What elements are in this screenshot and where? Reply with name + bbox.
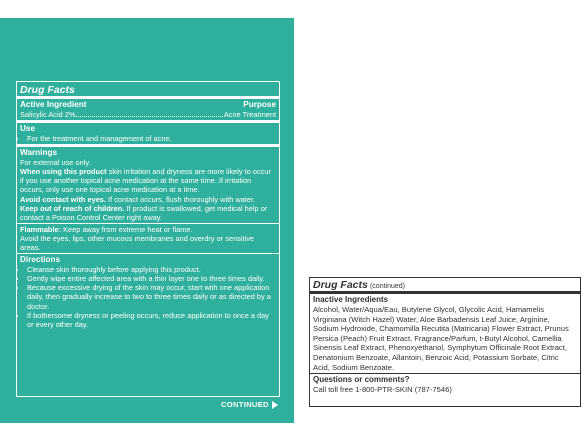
when-using-paragraph — [20, 167, 276, 194]
inactive-ingredients-section — [310, 291, 580, 373]
drug-facts-title: Drug Facts — [20, 84, 75, 96]
inactive-ingredients-text: Alcohol, Water/Aqua/Eau, Butylene Glycol, Glycolic Acid, Hamamelis Virginiana (Witch Hazel) Water, Aloe Barbadensis Leaf Juice, Arginine, Sodium Hydroxide, Chamomilla Recutita (Matricaria) Flower Extract, Prunus Persica (Peach) Fruit Extract, Fragrance/Parfum, t-Butyl Alcohol, Camellia Sinensis Leaf Extract, Phenoxyethanol, Symphytum Officinale Root Extract, Denatonium Benzoate, Allantoin, Benzoic Acid, Potassium Sorbate, Citric Acid, Sodium Benzoate. — [313, 305, 569, 372]
continued-label — [221, 400, 278, 409]
directions-item: • Cleanse skin thoroughly before applying this product. — [27, 265, 276, 274]
inactive-ingredients-header: Inactive Ingredients — [313, 295, 389, 304]
keep-out-paragraph — [20, 204, 276, 222]
keep-out-text: If product is swallowed, get medical help or contact a Poison Control Center right away. — [20, 203, 268, 222]
warnings-section — [17, 144, 279, 223]
avoid-contact-label: Avoid contact with eyes. — [20, 194, 106, 204]
questions-header: Questions or comments? — [313, 375, 410, 385]
continued-text: CONTINUED — [221, 400, 269, 409]
flammable-section — [17, 223, 279, 253]
active-ingredient-header: Active Ingredient — [20, 100, 87, 109]
directions-header: Directions — [20, 255, 61, 265]
ingredient-name: Salicylic Acid 2% — [20, 110, 76, 119]
use-section — [17, 120, 279, 144]
when-using-text: skin irritation and dryness are more likely to occur if you use another topical acne medication at the same time. If irritation occurs, only use one topical acne medication at a time. — [20, 167, 271, 195]
purpose-header: Purpose — [243, 100, 276, 109]
drug-facts-title-right: Drug Facts — [313, 279, 368, 291]
arrow-right-icon — [272, 401, 278, 409]
drug-facts-box — [16, 81, 280, 397]
drug-facts-continued-box — [309, 277, 581, 407]
call-toll-free-text: Call toll free 1-800-PTR-SKIN (787-7546) — [313, 385, 452, 395]
active-ingredient-section — [17, 96, 279, 120]
flammable-text: Keep away from extreme heat or flame. — [61, 224, 193, 234]
directions-list — [20, 265, 276, 329]
use-list — [20, 134, 276, 143]
questions-section — [310, 373, 580, 396]
ingredient-row — [20, 110, 276, 119]
warnings-header: Warnings — [20, 148, 57, 158]
drug-facts-continued-title — [310, 278, 580, 291]
external-use-text: For external use only. — [20, 158, 91, 168]
directions-item: • Because excessive drying of the skin may occur, start with one application daily, then gradually increase to two to three times daily or as directed by a doctor. — [27, 283, 276, 310]
avoid-contact-paragraph — [20, 195, 276, 204]
use-header: Use — [20, 124, 36, 134]
avoid-eyes-text: Avoid the eyes, lips, other mucous membranes and overdry or sensitive areas. — [20, 233, 255, 253]
when-using-label: When using this product — [20, 167, 107, 177]
flammable-paragraph — [20, 225, 276, 234]
directions-item: • If bothersome dryness or peeling occurs, reduce application to once a day or every other day. — [27, 311, 276, 329]
keep-out-label: Keep out of reach of children. — [20, 203, 125, 213]
use-item: • For the treatment and management of acne. — [27, 134, 276, 143]
directions-section — [17, 253, 279, 330]
continued-suffix: (continued) — [369, 283, 405, 290]
directions-item: • Gently wipe entire affected area with a thin layer one to three times daily. — [27, 274, 276, 283]
avoid-contact-text: If contact occurs, flush thoroughly with water. — [105, 194, 256, 204]
flammable-label: Flammable: — [20, 224, 62, 234]
dotted-leader — [76, 110, 222, 117]
ingredient-purpose: Acne Treatment — [223, 110, 276, 119]
